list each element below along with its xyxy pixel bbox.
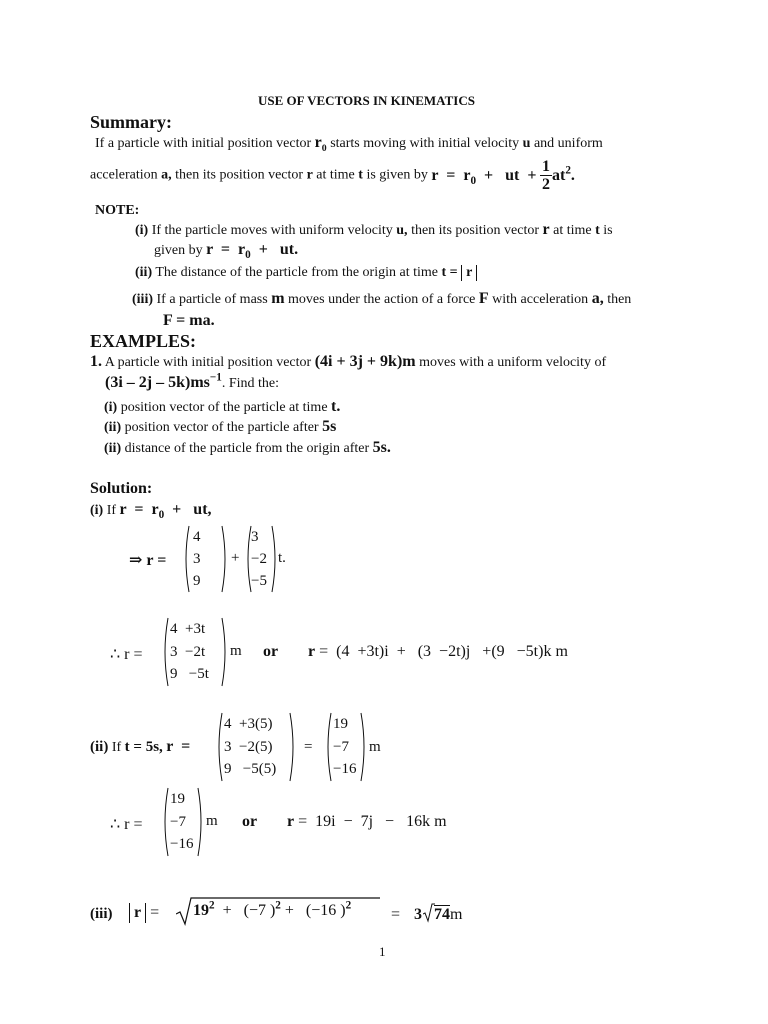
- magnitude-result: 3 74m: [414, 906, 462, 924]
- vector-component: 3: [193, 551, 201, 567]
- solution-iii-label: (iii): [90, 906, 113, 922]
- vector-component: 9: [193, 573, 201, 589]
- matrix-position-result: [162, 787, 204, 857]
- vector-component: 9 −5(5): [224, 761, 277, 778]
- example-1-part-ii: (ii) position vector of the particle after 5s: [104, 418, 337, 435]
- vector-component: 19: [333, 716, 348, 732]
- unit-m-3: m: [206, 813, 218, 829]
- therefore-r-2: ∴ r =: [110, 816, 143, 833]
- vector-component: 3 −2t: [170, 643, 206, 660]
- result-equals: =: [391, 906, 401, 923]
- solution-ii-label: (ii) If t = 5s, r =: [90, 738, 191, 755]
- page-number: 1: [379, 944, 386, 959]
- expanded-position-5s: r = 19i − 7j − 16k m: [287, 813, 447, 830]
- note-heading: NOTE:: [95, 203, 140, 218]
- vector-parentheses: [245, 525, 278, 593]
- therefore-r-1: ∴ r =: [110, 646, 143, 663]
- vector-component: −7: [333, 738, 349, 755]
- solution-heading: Solution:: [90, 480, 153, 497]
- vector-component: −5: [251, 573, 267, 589]
- matrix-position-5s: [325, 712, 367, 782]
- note-i-line-1: (i) If the particle moves with uniform velocity u, then its position vector r at time t is: [135, 221, 613, 238]
- note-ii: (ii) The distance of the particle from the origin at time t = r: [135, 265, 477, 281]
- vector-parentheses: [162, 617, 228, 687]
- unit-m-1: m: [230, 643, 242, 659]
- example-1-line-1: 1. A particle with initial position vector (4i + 3j + 9k)m moves with a uniform velocity of: [90, 353, 607, 370]
- summary-line-1: If a particle with initial position vector $r_0$ starts moving with initial velocity u and uniform: [95, 134, 603, 154]
- kinematics-formula: $r = r_0$ + ut +: [431, 166, 537, 187]
- vector-component: 3 −2(5): [224, 738, 273, 755]
- vector-parentheses: [216, 712, 296, 782]
- matrix-r-of-t: [162, 617, 228, 687]
- note-iii-line-1: (iii) If a particle of mass m moves under the action of a force F with acceleration a, then: [132, 290, 632, 307]
- or-1: or: [263, 643, 279, 660]
- vector-component: −16: [170, 836, 194, 853]
- vector-component: 19: [170, 791, 185, 807]
- example-1-line-2: $(3i - 2j - 5k)ms^{-1}$. Find the:: [105, 371, 280, 391]
- matrix-substituted: [216, 712, 296, 782]
- half-fraction: $\frac{1}{2}$: [542, 158, 550, 193]
- unit-m-2: m: [369, 739, 381, 755]
- vector-component: 3: [251, 529, 259, 545]
- vector-component: −2: [251, 551, 267, 567]
- vector-component: 4 +3(5): [224, 716, 273, 732]
- vector-parentheses: [183, 525, 228, 593]
- magnitude-r: r =: [129, 903, 159, 923]
- summary-heading: Summary:: [90, 112, 172, 132]
- plus-sign: +: [231, 550, 240, 566]
- vector-component: 9 −5t: [170, 666, 209, 683]
- summary-line-2: acceleration a, then its position vector r at time t is given by $r = r_0$ + ut + $\frac{1}{2}$ $at^2$.: [90, 158, 575, 193]
- sqrt-sign-small: [423, 903, 435, 923]
- vector-component: 4: [193, 529, 201, 545]
- expanded-r-of-t: r = (4 +3t)i + (3 −2t)j +(9 −5t)k m: [308, 643, 568, 660]
- vector-component: 4 +3t: [170, 621, 206, 637]
- vector-parentheses: [162, 787, 204, 857]
- matrix-initial-position: [183, 525, 228, 593]
- vector-component: −7: [170, 813, 186, 830]
- example-1-part-iii: (ii) distance of the particle from the origin after 5s.: [104, 439, 391, 456]
- or-2: or: [242, 813, 258, 830]
- vector-parentheses: [325, 712, 367, 782]
- vector-component: −16: [333, 761, 357, 778]
- examples-heading: EXAMPLES:: [90, 331, 197, 351]
- page-title: USE OF VECTORS IN KINEMATICS: [258, 93, 475, 108]
- note-i-line-2: given by $r = r_0$ + ut.: [154, 241, 299, 262]
- example-1-part-i: (i) position vector of the particle at time t.: [104, 398, 341, 415]
- matrix-velocity: [245, 525, 278, 593]
- solution-i-formula: (i) If $r = r_0$ + ut,: [90, 501, 212, 522]
- equals-sign: =: [304, 739, 313, 755]
- t-label: t.: [278, 550, 286, 566]
- implies-r: ⇒ r =: [129, 552, 167, 569]
- newton-formula: F = ma.: [163, 312, 215, 329]
